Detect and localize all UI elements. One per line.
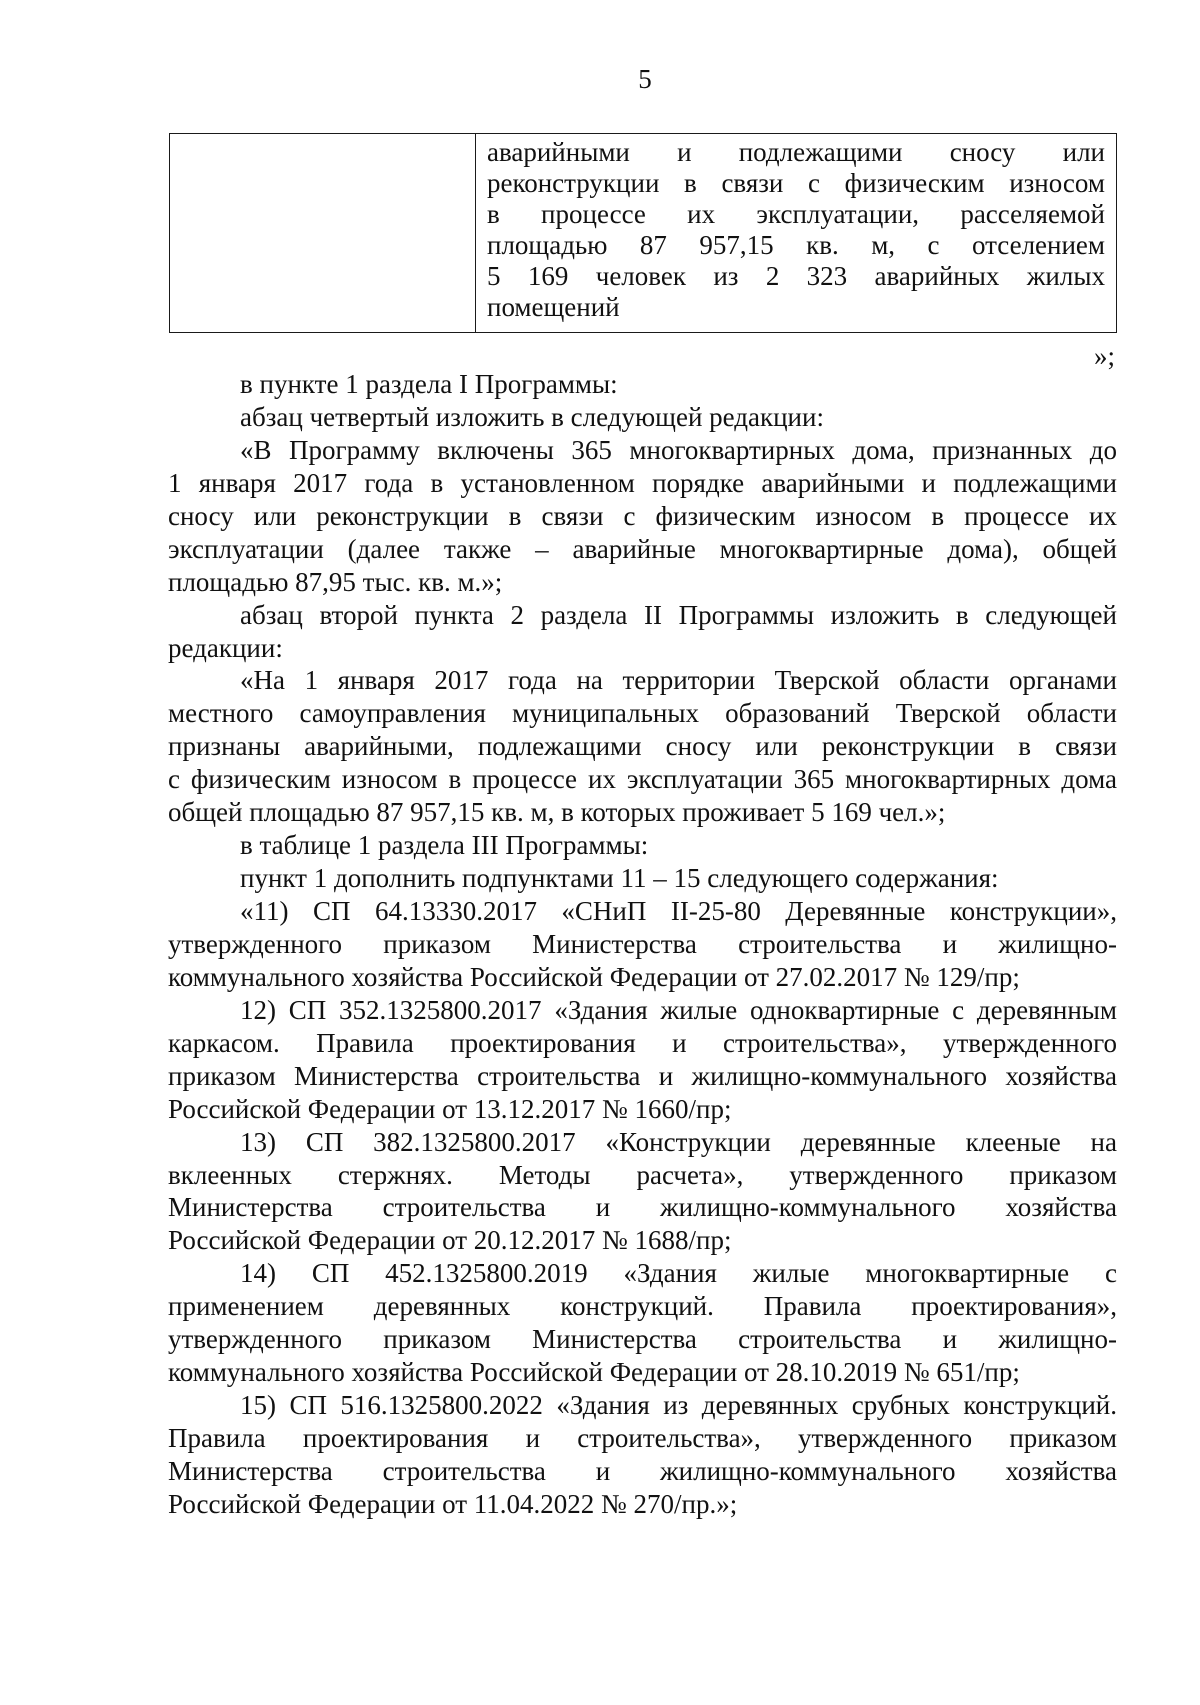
paragraph-line: в пункте 1 раздела I Программы: — [240, 369, 618, 399]
paragraph-line: редакции: — [168, 632, 283, 663]
paragraph-line: в таблице 1 раздела III Программы: — [240, 830, 649, 861]
paragraph-line: 13) СП 382.1325800.2017 «Конструкции деревянные клееные на — [240, 1126, 1117, 1157]
table-cell-line: аварийными и подлежащими сносу или — [487, 137, 1105, 167]
paragraph-line: сносу или реконструкции в связи с физическим износом в процессе их — [168, 500, 1117, 531]
paragraph-line: эксплуатации (далее также – аварийные многоквартирные дома), общей — [168, 533, 1117, 564]
paragraph-line: коммунального хозяйства Российской Федерации от 28.10.2019 № 651/пр; — [168, 1357, 1020, 1388]
paragraph-line: применением деревянных конструкций. Правила проектирования», — [168, 1291, 1117, 1322]
paragraph-line: 1 января 2017 года в установленном порядке аварийными и подлежащими — [168, 467, 1117, 498]
paragraph-line: утвержденного приказом Министерства строительства и жилищно- — [168, 1324, 1117, 1355]
paragraph-line: утвержденного приказом Министерства строительства и жилищно- — [168, 928, 1117, 959]
table-cell-empty — [170, 134, 476, 333]
paragraph-line: «В Программу включены 365 многоквартирных дома, признанных до — [240, 434, 1117, 465]
paragraph-line: 14) СП 452.1325800.2019 «Здания жилые многоквартирные с — [240, 1258, 1117, 1289]
closing-quote: »; — [1093, 341, 1115, 371]
paragraph-line: 15) СП 516.1325800.2022 «Здания из деревянных срубных конструкций. — [240, 1390, 1117, 1421]
paragraph-line: признаны аварийными, подлежащими сносу или реконструкции в связи — [168, 731, 1117, 762]
table-row — [170, 134, 1117, 333]
table-cell-line: в процессе их эксплуатации, расселяемой — [487, 199, 1105, 229]
table-cell-line: площадью 87 957,15 кв. м, с отселением — [487, 230, 1105, 260]
paragraph-line: абзац четвертый изложить в следующей редакции: — [240, 401, 824, 432]
paragraph-line: Российской Федерации от 11.04.2022 № 270/пр.»; — [168, 1488, 738, 1519]
paragraph-line: Министерства строительства и жилищно-коммунального хозяйства — [168, 1192, 1117, 1223]
paragraph-line: «На 1 января 2017 года на территории Тверской области органами — [240, 665, 1117, 696]
paragraph-line: абзац второй пункта 2 раздела II Программы изложить в следующей — [240, 599, 1117, 630]
paragraph-line: приказом Министерства строительства и жилищно-коммунального хозяйства — [168, 1060, 1117, 1091]
table-cell-line: реконструкции в связи с физическим износом — [487, 168, 1105, 198]
paragraph-line: общей площадью 87 957,15 кв. м, в которых проживает 5 169 чел.»; — [168, 797, 946, 828]
page-number: 5 — [638, 64, 652, 94]
paragraph-line: каркасом. Правила проектирования и строительства», утвержденного — [168, 1027, 1117, 1058]
paragraph-line: пункт 1 дополнить подпунктами 11 – 15 следующего содержания: — [240, 863, 999, 894]
paragraph-line: 12) СП 352.1325800.2017 «Здания жилые одноквартирные с деревянным — [240, 994, 1117, 1025]
paragraph-line: с физическим износом в процессе их эксплуатации 365 многоквартирных дома — [168, 764, 1117, 795]
table-cell-line: помещений — [487, 292, 620, 322]
paragraph-line: коммунального хозяйства Российской Федерации от 27.02.2017 № 129/пр; — [168, 961, 1020, 992]
body-text — [168, 368, 1117, 1521]
paragraph-line: местного самоуправления муниципальных образований Тверской области — [168, 698, 1117, 729]
table-cell-line: 5 169 человек из 2 323 аварийных жилых — [487, 261, 1105, 291]
paragraph-line: Российской Федерации от 20.12.2017 № 1688/пр; — [168, 1225, 732, 1256]
table-cell-text — [476, 134, 1117, 333]
paragraph-line: Правила проектирования и строительства», утвержденного приказом — [168, 1423, 1117, 1453]
paragraph-line: площадью 87,95 тыс. кв. м.»; — [168, 566, 503, 597]
continuation-table — [169, 133, 1117, 333]
paragraph-line: Российской Федерации от 13.12.2017 № 1660/пр; — [168, 1093, 732, 1124]
paragraph-line: Министерства строительства и жилищно-коммунального хозяйства — [168, 1455, 1117, 1486]
paragraph-line: вклеенных стержнях. Методы расчета», утвержденного приказом — [168, 1159, 1117, 1190]
paragraph-line: «11) СП 64.13330.2017 «СНиП II-25-80 Деревянные конструкции», — [240, 896, 1117, 926]
